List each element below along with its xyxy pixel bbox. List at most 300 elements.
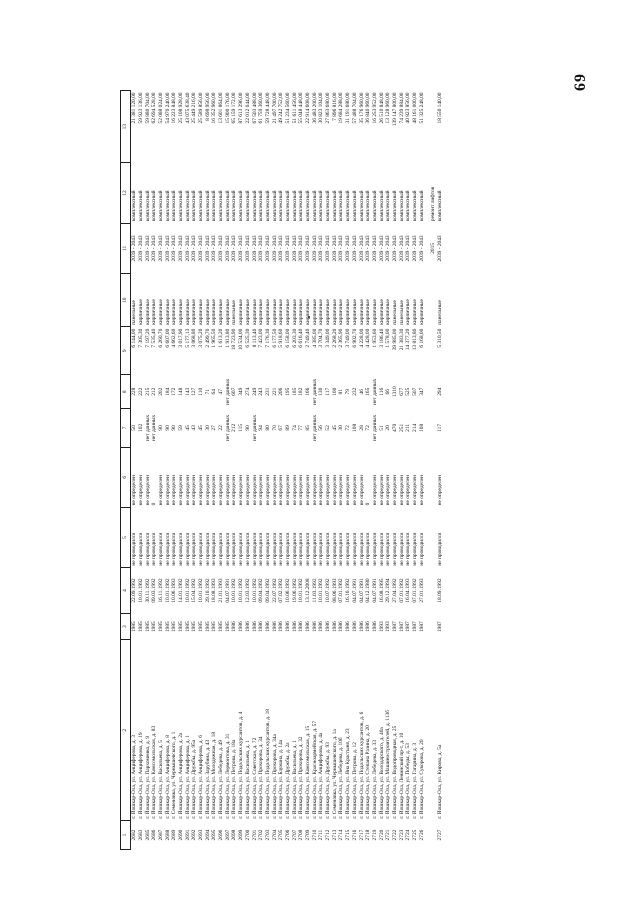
table-cell: 212 xyxy=(151,387,158,396)
table-cell: 10.01.1992 xyxy=(164,578,171,603)
column-header: 6 xyxy=(121,447,131,507)
table-cell: комплексный xyxy=(365,190,372,222)
table-cell: 04.07.1991 xyxy=(351,578,358,603)
page-number: 69 xyxy=(572,73,589,91)
table-cell: г. Йошкар-Ола, ул. Лебедева, д. 49 xyxy=(218,740,225,819)
table-cell: 2 365,90 xyxy=(338,328,345,348)
table-cell: 1986 xyxy=(325,621,332,633)
table-row xyxy=(131,91,138,850)
table-cell: 1987 xyxy=(398,621,405,633)
table-cell: 1 965,50 xyxy=(211,328,218,348)
table-cell: 65 159 172,00 xyxy=(231,92,238,124)
table-row xyxy=(151,91,158,850)
table-cell: 2039 - 2043 xyxy=(418,235,425,262)
table-cell: комплексный xyxy=(224,190,231,222)
empty-cell xyxy=(425,507,437,567)
empty-cell xyxy=(425,568,437,614)
table-cell: не определен xyxy=(264,475,271,506)
table-cell: 2686 xyxy=(151,829,158,841)
table-cell: комплексный xyxy=(218,190,225,222)
table-cell: не определен xyxy=(291,475,298,506)
table-cell: 46 xyxy=(358,389,365,395)
table-cell: кирпичные xyxy=(184,299,191,325)
table-cell: 2720 xyxy=(378,829,385,841)
table-cell: кирпичные xyxy=(385,299,392,325)
table-cell: не определен xyxy=(204,475,211,506)
table-cell: г. Йошкар-Ола, ул. Лебедева, д. 33 xyxy=(371,740,378,819)
table-cell: комплексный xyxy=(291,190,298,222)
table-cell: комплексный xyxy=(371,190,378,222)
table-cell: кирпичные xyxy=(238,299,245,325)
table-cell: 1985 xyxy=(177,621,184,633)
table-cell: не проводился xyxy=(258,532,265,566)
table-row xyxy=(378,91,385,850)
table-cell: 2701 xyxy=(251,829,258,841)
table-row xyxy=(325,91,332,850)
table-cell: 2723 xyxy=(398,829,405,841)
table-cell: 1986 xyxy=(264,621,271,633)
table-cell: г. Йошкар-Ола, ул. Дружбы, д. 93 xyxy=(325,742,332,819)
table-row xyxy=(365,91,372,850)
table-cell: 2716 xyxy=(351,829,358,841)
table-cell: г. Йошкар-Ола, ул. Петрова, д. 18а xyxy=(231,739,238,819)
table-cell: 10.01.1992 xyxy=(137,578,144,603)
table-cell: 127 xyxy=(191,387,198,396)
table-cell: 61 759 360,00 xyxy=(258,92,265,124)
table-cell: кирпичные xyxy=(164,299,171,325)
table-cell: 0 xyxy=(365,502,372,506)
table-cell: 1986 xyxy=(258,621,265,633)
table-cell: г. Йошкар-Ола, ул. Баумана, д. 14а xyxy=(278,739,285,819)
table-cell: панельные xyxy=(391,300,398,325)
table-cell: г. Йошкар-Ола, ул. Победы, д. 53 xyxy=(405,743,412,819)
table-cell: г. Семеновка, ул. Чернышевского, д. 1 xyxy=(171,731,178,819)
table-cell: 117 xyxy=(325,387,332,396)
table-cell: не проводился xyxy=(325,532,332,566)
table-cell: 19.06.1992 xyxy=(291,578,298,603)
note-work: ремонт лифтов xyxy=(430,186,437,222)
table-cell: 2039 - 2043 xyxy=(184,235,191,262)
table-cell: 232 xyxy=(351,387,358,396)
table-cell: 90 xyxy=(171,425,178,431)
table-cell: не определен xyxy=(331,475,338,506)
table-cell: г. Йошкар-Ола, ул. Подольских курсантов, д. 4 xyxy=(238,711,245,819)
table-cell: 2719 xyxy=(371,829,378,841)
table-cell: не проводился xyxy=(351,532,358,566)
table-cell: не определен xyxy=(177,475,184,506)
table-cell: нет данных xyxy=(144,414,151,441)
table-cell: 2039 - 2043 xyxy=(131,235,138,262)
table-cell: 1986 xyxy=(318,621,325,633)
table-cell: 115 xyxy=(238,423,245,432)
table-cell: 59 923 136,00 xyxy=(137,92,144,124)
table-cell: кирпичные xyxy=(311,299,318,325)
table-cell: 1986 xyxy=(284,621,291,633)
table-cell: 2 749,40 xyxy=(305,328,312,348)
header-row xyxy=(121,91,131,850)
table-cell: 59 xyxy=(177,425,184,431)
table-cell: 2700 xyxy=(244,829,251,841)
table-cell: 16 253 952,00 xyxy=(371,92,378,124)
table-cell: 2039 - 2043 xyxy=(198,235,205,262)
table-cell: 87 613 296,00 xyxy=(238,92,245,124)
table-cell: 212 xyxy=(231,423,238,432)
table-cell: г. Йошкар-Ола, ул. Анциферова, д. 4а xyxy=(318,732,325,819)
table-cell: кирпичные xyxy=(151,299,158,325)
table-cell: 1986 xyxy=(231,621,238,633)
table-cell: 2705 xyxy=(278,829,285,841)
table-cell: 30 xyxy=(204,425,211,431)
table-cell: 09.04.1992 xyxy=(264,578,271,603)
table-cell: 2039 - 2043 xyxy=(305,235,312,262)
table-cell: не определен xyxy=(164,475,171,506)
table-cell: комплексный xyxy=(391,190,398,222)
table-cell: 04.12.1980 xyxy=(365,578,372,603)
table-cell: комплексный xyxy=(198,190,205,222)
table-cell: 1985 xyxy=(211,621,218,633)
table-cell: 195 xyxy=(284,387,291,396)
table-cell: комплексный xyxy=(251,190,258,222)
table-cell: 67 xyxy=(278,425,285,431)
table-cell: 39 985,00 xyxy=(391,328,398,351)
table-cell: 2039 - 2043 xyxy=(338,235,345,262)
table-cell: 1985 xyxy=(191,621,198,633)
table-cell: нет данных xyxy=(371,378,378,405)
table-cell: не проводился xyxy=(291,532,298,566)
table-cell: 28 xyxy=(358,425,365,431)
table-cell: 117 xyxy=(437,423,444,432)
table-cell: 1986 xyxy=(311,621,318,633)
table-cell: 1986 xyxy=(358,621,365,633)
table-row xyxy=(437,91,444,850)
table-cell: комплексный xyxy=(211,190,218,222)
table-cell: 50 xyxy=(131,425,138,431)
table-cell: кирпичные xyxy=(204,299,211,325)
rotated-table-area xyxy=(120,90,520,850)
table-cell: 48 161 000,00 xyxy=(412,92,419,124)
table-cell: 2690 xyxy=(177,829,184,841)
table-cell: 2695 xyxy=(211,829,218,841)
table-row xyxy=(305,91,312,850)
table-cell: 2039 - 2043 xyxy=(238,235,245,262)
table-cell: комплексный xyxy=(284,190,291,222)
table-cell: панельные xyxy=(131,300,138,325)
table-row xyxy=(218,91,225,850)
table-cell: комплексный xyxy=(385,190,392,222)
table-cell: не определен xyxy=(231,475,238,506)
table-cell: не определен xyxy=(311,475,318,506)
table-cell: 64 xyxy=(211,389,218,395)
column-header: 10 xyxy=(121,274,131,327)
table-cell: 2694 xyxy=(204,829,211,841)
table-cell: 1985 xyxy=(157,621,164,633)
table-row xyxy=(271,91,278,850)
table-cell: 1985 xyxy=(144,621,151,633)
table-cell: 2 268,20 xyxy=(331,328,338,348)
table-cell: не определен xyxy=(318,475,325,506)
table-cell: 51 611 456,00 xyxy=(291,92,298,124)
table-cell: комплексный xyxy=(278,190,285,222)
table-cell: нет данных xyxy=(251,414,258,441)
table-cell: 1986 xyxy=(338,621,345,633)
table-cell: 21 381 120,00 xyxy=(131,92,138,124)
table-cell: не проводился xyxy=(144,532,151,566)
table-cell: 2039 - 2043 xyxy=(177,235,184,262)
table-cell: кирпичные xyxy=(331,299,338,325)
table-cell: 2039 - 2043 xyxy=(251,235,258,262)
table-cell: г. Йошкар-Ола, ул. Анциферова, д. 6 xyxy=(198,735,205,819)
table-cell: 130 xyxy=(318,387,325,396)
table-cell: 6 902,70 xyxy=(351,328,358,348)
table-cell: не определен xyxy=(378,475,385,506)
table-cell: 18 723,90 xyxy=(231,328,238,351)
table-cell: 22.07.1992 xyxy=(271,578,278,603)
table-cell: кирпичные xyxy=(305,299,312,325)
table-cell: не определен xyxy=(198,475,205,506)
table-cell: не проводился xyxy=(204,532,211,566)
table-cell: 29.12.1994 xyxy=(385,578,392,603)
table-cell: не проводился xyxy=(164,532,171,566)
table-cell: 10.01.1992 xyxy=(198,578,205,603)
table-cell: 2717 xyxy=(358,829,365,841)
table-cell: 3 749,00 xyxy=(345,328,352,348)
column-header: 9 xyxy=(121,327,131,375)
empty-cell xyxy=(425,821,437,850)
table-cell: 56 xyxy=(318,425,325,431)
table-cell: г. Йошкар-Ола, ул. Кирова, д. 5а xyxy=(437,744,444,819)
table-cell: 26 510 848,00 xyxy=(378,92,385,124)
table-cell: комплексный xyxy=(191,190,198,222)
table-cell: 90 xyxy=(157,425,164,431)
table-cell: не проводился xyxy=(437,532,444,566)
table-cell: не проводился xyxy=(157,532,164,566)
table-cell: 2712 xyxy=(325,829,332,841)
table-cell: 5 177,13 xyxy=(184,328,191,348)
table-cell: 211 xyxy=(405,423,412,432)
table-cell: комплексный xyxy=(184,190,191,222)
table-cell: 148 xyxy=(177,387,184,396)
table-cell: 2725 xyxy=(412,829,419,841)
table-cell: не проводился xyxy=(231,532,238,566)
table-cell: не проводился xyxy=(298,532,305,566)
table-cell: 0 xyxy=(151,502,158,506)
table-cell: комплексный xyxy=(258,190,265,222)
table-cell: 51 xyxy=(378,425,385,431)
table-cell: г. Йошкар-Ола, ул. Советская, д. 72 xyxy=(251,737,258,819)
table-cell: 3 349,00 xyxy=(325,328,332,348)
table-cell: 2693 xyxy=(198,829,205,841)
table-cell: 10.01.1992 xyxy=(251,578,258,603)
table-cell: не определен xyxy=(371,475,378,506)
table-cell: 43 075 638,40 xyxy=(184,92,191,124)
table-cell: не определен xyxy=(137,475,144,506)
table-cell: не проводился xyxy=(278,532,285,566)
table-cell: кирпичные xyxy=(224,299,231,325)
table-cell: 16.10.1992 xyxy=(345,578,352,603)
table-cell: кирпичные xyxy=(325,299,332,325)
table-cell: 07.01.1992 xyxy=(412,578,419,603)
table-cell: 12.03.1992 xyxy=(244,578,251,603)
table-row xyxy=(352,91,359,850)
column-header: 8 xyxy=(121,375,131,409)
table-cell: 1985 xyxy=(184,621,191,633)
table-cell: 100 xyxy=(331,387,338,396)
table-cell: кирпичные xyxy=(191,299,198,325)
table-row xyxy=(258,91,265,850)
table-cell: 2039 - 2043 xyxy=(351,235,358,262)
table-cell: не определен xyxy=(412,475,419,506)
table-cell: г. Йошкар-Ола, ул. Петрова, д. 12 xyxy=(351,742,358,819)
column-header: 4 xyxy=(121,568,131,614)
table-cell: комплексный xyxy=(325,190,332,222)
table-cell: 22 914 608,00 xyxy=(305,92,312,124)
table-cell: 221 xyxy=(271,387,278,396)
table-cell: 1 913,80 xyxy=(224,328,231,348)
table-cell: не проводился xyxy=(238,532,245,566)
table-cell: кирпичные xyxy=(264,299,271,325)
empty-cell xyxy=(425,327,437,375)
table-cell: не проводился xyxy=(398,532,405,566)
table-cell: 470 xyxy=(391,423,398,432)
table-cell: 16 352 960,00 xyxy=(211,92,218,124)
table-cell: 1985 xyxy=(171,621,178,633)
table-cell: 3 017,90 xyxy=(177,328,184,348)
table-cell: 347 xyxy=(418,387,425,396)
table-row xyxy=(144,91,151,850)
table-cell: 14.01.1992 xyxy=(177,578,184,603)
table-cell: не определен xyxy=(437,475,444,506)
table-cell: 1987 xyxy=(418,621,425,633)
table-cell: 2039 - 2043 xyxy=(405,235,412,262)
table-cell: 14 377,20 xyxy=(405,328,412,351)
table-cell: 13 601 864,00 xyxy=(218,92,225,124)
table-cell: 1986 xyxy=(345,621,352,633)
table-cell: не проводился xyxy=(358,532,365,566)
table-cell: 22.09.1992 xyxy=(131,578,138,603)
table-cell: не определен xyxy=(298,475,305,506)
table-cell: 04.07.1991 xyxy=(358,578,365,603)
table-cell: 21.01.1993 xyxy=(218,578,225,603)
table-cell: 6 168,00 xyxy=(418,328,425,348)
table-cell: не проводился xyxy=(391,532,398,566)
table-cell: 43 xyxy=(191,425,198,431)
table-cell: не проводился xyxy=(211,532,218,566)
table-cell: 202 xyxy=(157,387,164,396)
table-cell: 243 xyxy=(258,387,265,396)
table-row xyxy=(399,91,406,850)
table-cell: г. Йошкар-Ола, ул. Комсомольская, д. 83 xyxy=(151,725,158,819)
table-cell: 1986 xyxy=(305,621,312,633)
table-cell: не определен xyxy=(211,475,218,506)
table-cell: кирпичные xyxy=(345,299,352,325)
table-cell: не определен xyxy=(405,475,412,506)
table-cell: комплексный xyxy=(318,190,325,222)
table-row xyxy=(405,91,412,850)
table-row xyxy=(385,91,392,850)
table-cell: комплексный xyxy=(137,190,144,222)
table-cell: 8 698 956,00 xyxy=(204,92,211,121)
table-cell: г. Йошкар-Ола, ул. Анциферова, д. 19 xyxy=(137,732,144,819)
table-cell: 29.10.1992 xyxy=(204,578,211,603)
table-cell: 2687 xyxy=(157,829,164,841)
table-cell: не определен xyxy=(224,475,231,506)
table-cell: 04.07.1991 xyxy=(224,578,231,603)
table-cell: 3 186,40 xyxy=(378,328,385,348)
table-cell: 2039 - 2043 xyxy=(271,235,278,262)
table-cell: кирпичные xyxy=(412,299,419,325)
table-cell: 08.06.1993 xyxy=(331,578,338,603)
table-cell: комплексный xyxy=(231,190,238,222)
table-cell: 7 423,00 xyxy=(258,328,265,348)
table-cell: 1986 xyxy=(298,621,305,633)
table-cell: 2039 - 2043 xyxy=(365,235,372,262)
table-cell: 2039 - 2043 xyxy=(412,235,419,262)
table-cell: 1986 xyxy=(351,621,358,633)
table-cell: 54 970 240,00 xyxy=(164,92,171,124)
table-cell: комплексный xyxy=(311,190,318,222)
table-cell: г. Йошкар-Ола, ул. Васильева, д. 1 xyxy=(291,740,298,819)
column-header: 11 xyxy=(121,223,131,274)
table-cell: 1986 xyxy=(291,621,298,633)
table-cell: г. Йошкар-Ола, ул. Васильева, д. 1 xyxy=(244,740,251,819)
table-cell: 1986 xyxy=(251,621,258,633)
empty-cell xyxy=(425,447,437,507)
table-row xyxy=(412,91,419,850)
table-cell: 09.03.1992 xyxy=(151,578,158,603)
table-cell: комплексный xyxy=(171,190,178,222)
table-cell: кирпичные xyxy=(371,299,378,325)
table-cell: не определен xyxy=(278,475,285,506)
table-cell: не определен xyxy=(157,475,164,506)
table-row xyxy=(164,91,171,850)
table-cell: комплексный xyxy=(264,190,271,222)
table-cell: 251 xyxy=(398,423,405,432)
table-cell: не проводился xyxy=(218,532,225,566)
table-cell: не проводился xyxy=(151,532,158,566)
table-cell: 74 xyxy=(291,425,298,431)
table-cell: кирпичные xyxy=(378,299,385,325)
table-cell: 2039 - 2043 xyxy=(398,235,405,262)
table-cell: не проводился xyxy=(171,532,178,566)
table-cell: нет данных xyxy=(311,414,318,441)
table-cell: не определен xyxy=(144,475,151,506)
table-cell: кирпичные xyxy=(338,299,345,325)
table-cell: 2039 - 2043 xyxy=(358,235,365,262)
table-cell: 80 xyxy=(264,425,271,431)
table-cell: нет данных xyxy=(151,414,158,441)
table-cell: 2039 - 2043 xyxy=(378,235,385,262)
table-cell: не проводился xyxy=(371,532,378,566)
table-cell: комплексный xyxy=(418,190,425,222)
table-cell: 182 xyxy=(298,387,305,396)
table-cell: 27 863 680,00 xyxy=(325,92,332,124)
table-cell: комплексный xyxy=(131,190,138,222)
table-cell: не проводился xyxy=(177,532,184,566)
table-row xyxy=(265,91,272,850)
table-cell: не определен xyxy=(391,475,398,506)
table-cell: г. Йошкар-Ола, ул. Анциферова, д. 8 xyxy=(164,735,171,819)
table-cell: 507 xyxy=(412,387,419,396)
table-cell: 6 616,40 xyxy=(298,328,305,348)
table-cell: комплексный xyxy=(331,190,338,222)
table-row xyxy=(278,91,285,850)
table-cell: 07.02.1992 xyxy=(278,578,285,603)
table-row xyxy=(231,91,238,850)
table-cell: комплексный xyxy=(151,190,158,222)
table-cell: г. Йошкар-Ола, ул. Степана Разина, д. 20 xyxy=(365,725,372,819)
table-cell: г. Йошкар-Ола, ул. Суворова, д. 20 xyxy=(418,739,425,819)
column-header: 3 xyxy=(121,613,131,640)
